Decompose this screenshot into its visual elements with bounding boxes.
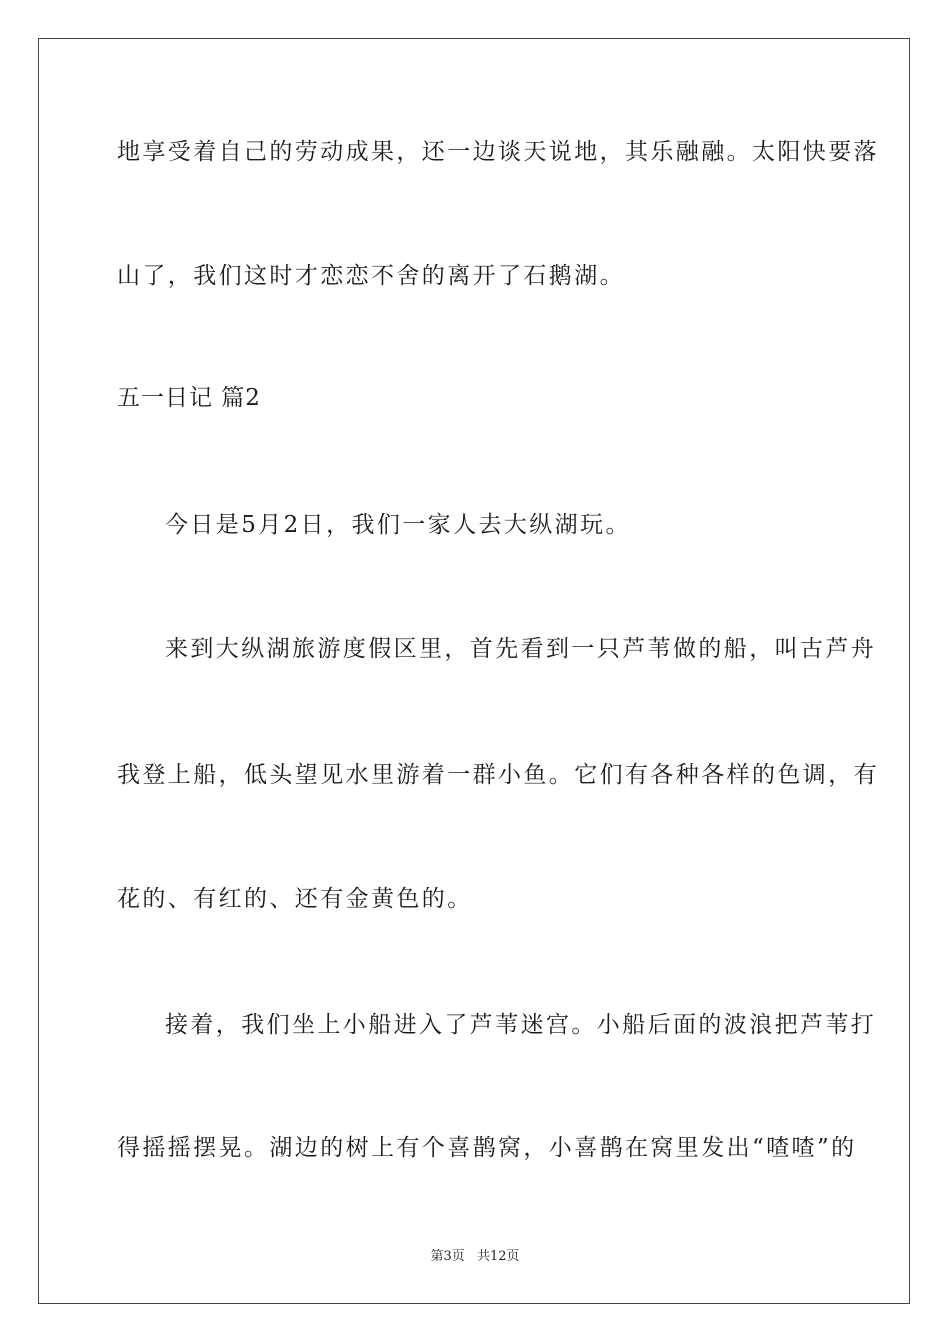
page-number: 第3页: [430, 1249, 465, 1264]
page-footer: [0, 1245, 950, 1264]
paragraph-line: 来到大纵湖旅游度假区里，首先看到一只芦苇做的船，叫古芦舟: [165, 636, 877, 662]
paragraph-line: 我登上船，低头望见水里游着一群小鱼。它们有各种各样的色调，有: [117, 762, 879, 788]
section-heading: 五一日记 篇2: [117, 385, 261, 411]
paragraph-line: 地享受着自己的劳动成果，还一边谈天说地，其乐融融。太阳快要落: [117, 139, 879, 165]
paragraph-line: 得摇摇摆晃。湖边的树上有个喜鹊窝，小喜鹊在窝里发出“喳喳”的: [117, 1135, 857, 1161]
paragraph-line: 接着，我们坐上小船进入了芦苇迷宫。小船后面的波浪把芦苇打: [165, 1012, 877, 1038]
page-total: 共12页: [476, 1249, 520, 1264]
paragraph-line: 花的、有红的、还有金黄色的。: [117, 886, 473, 912]
page-border: [38, 38, 910, 1304]
paragraph-line: 今日是5月2日，我们一家人去大纵湖玩。: [165, 512, 631, 538]
paragraph-line: 山了，我们这时才恋恋不舍的离开了石鹅湖。: [117, 263, 625, 289]
